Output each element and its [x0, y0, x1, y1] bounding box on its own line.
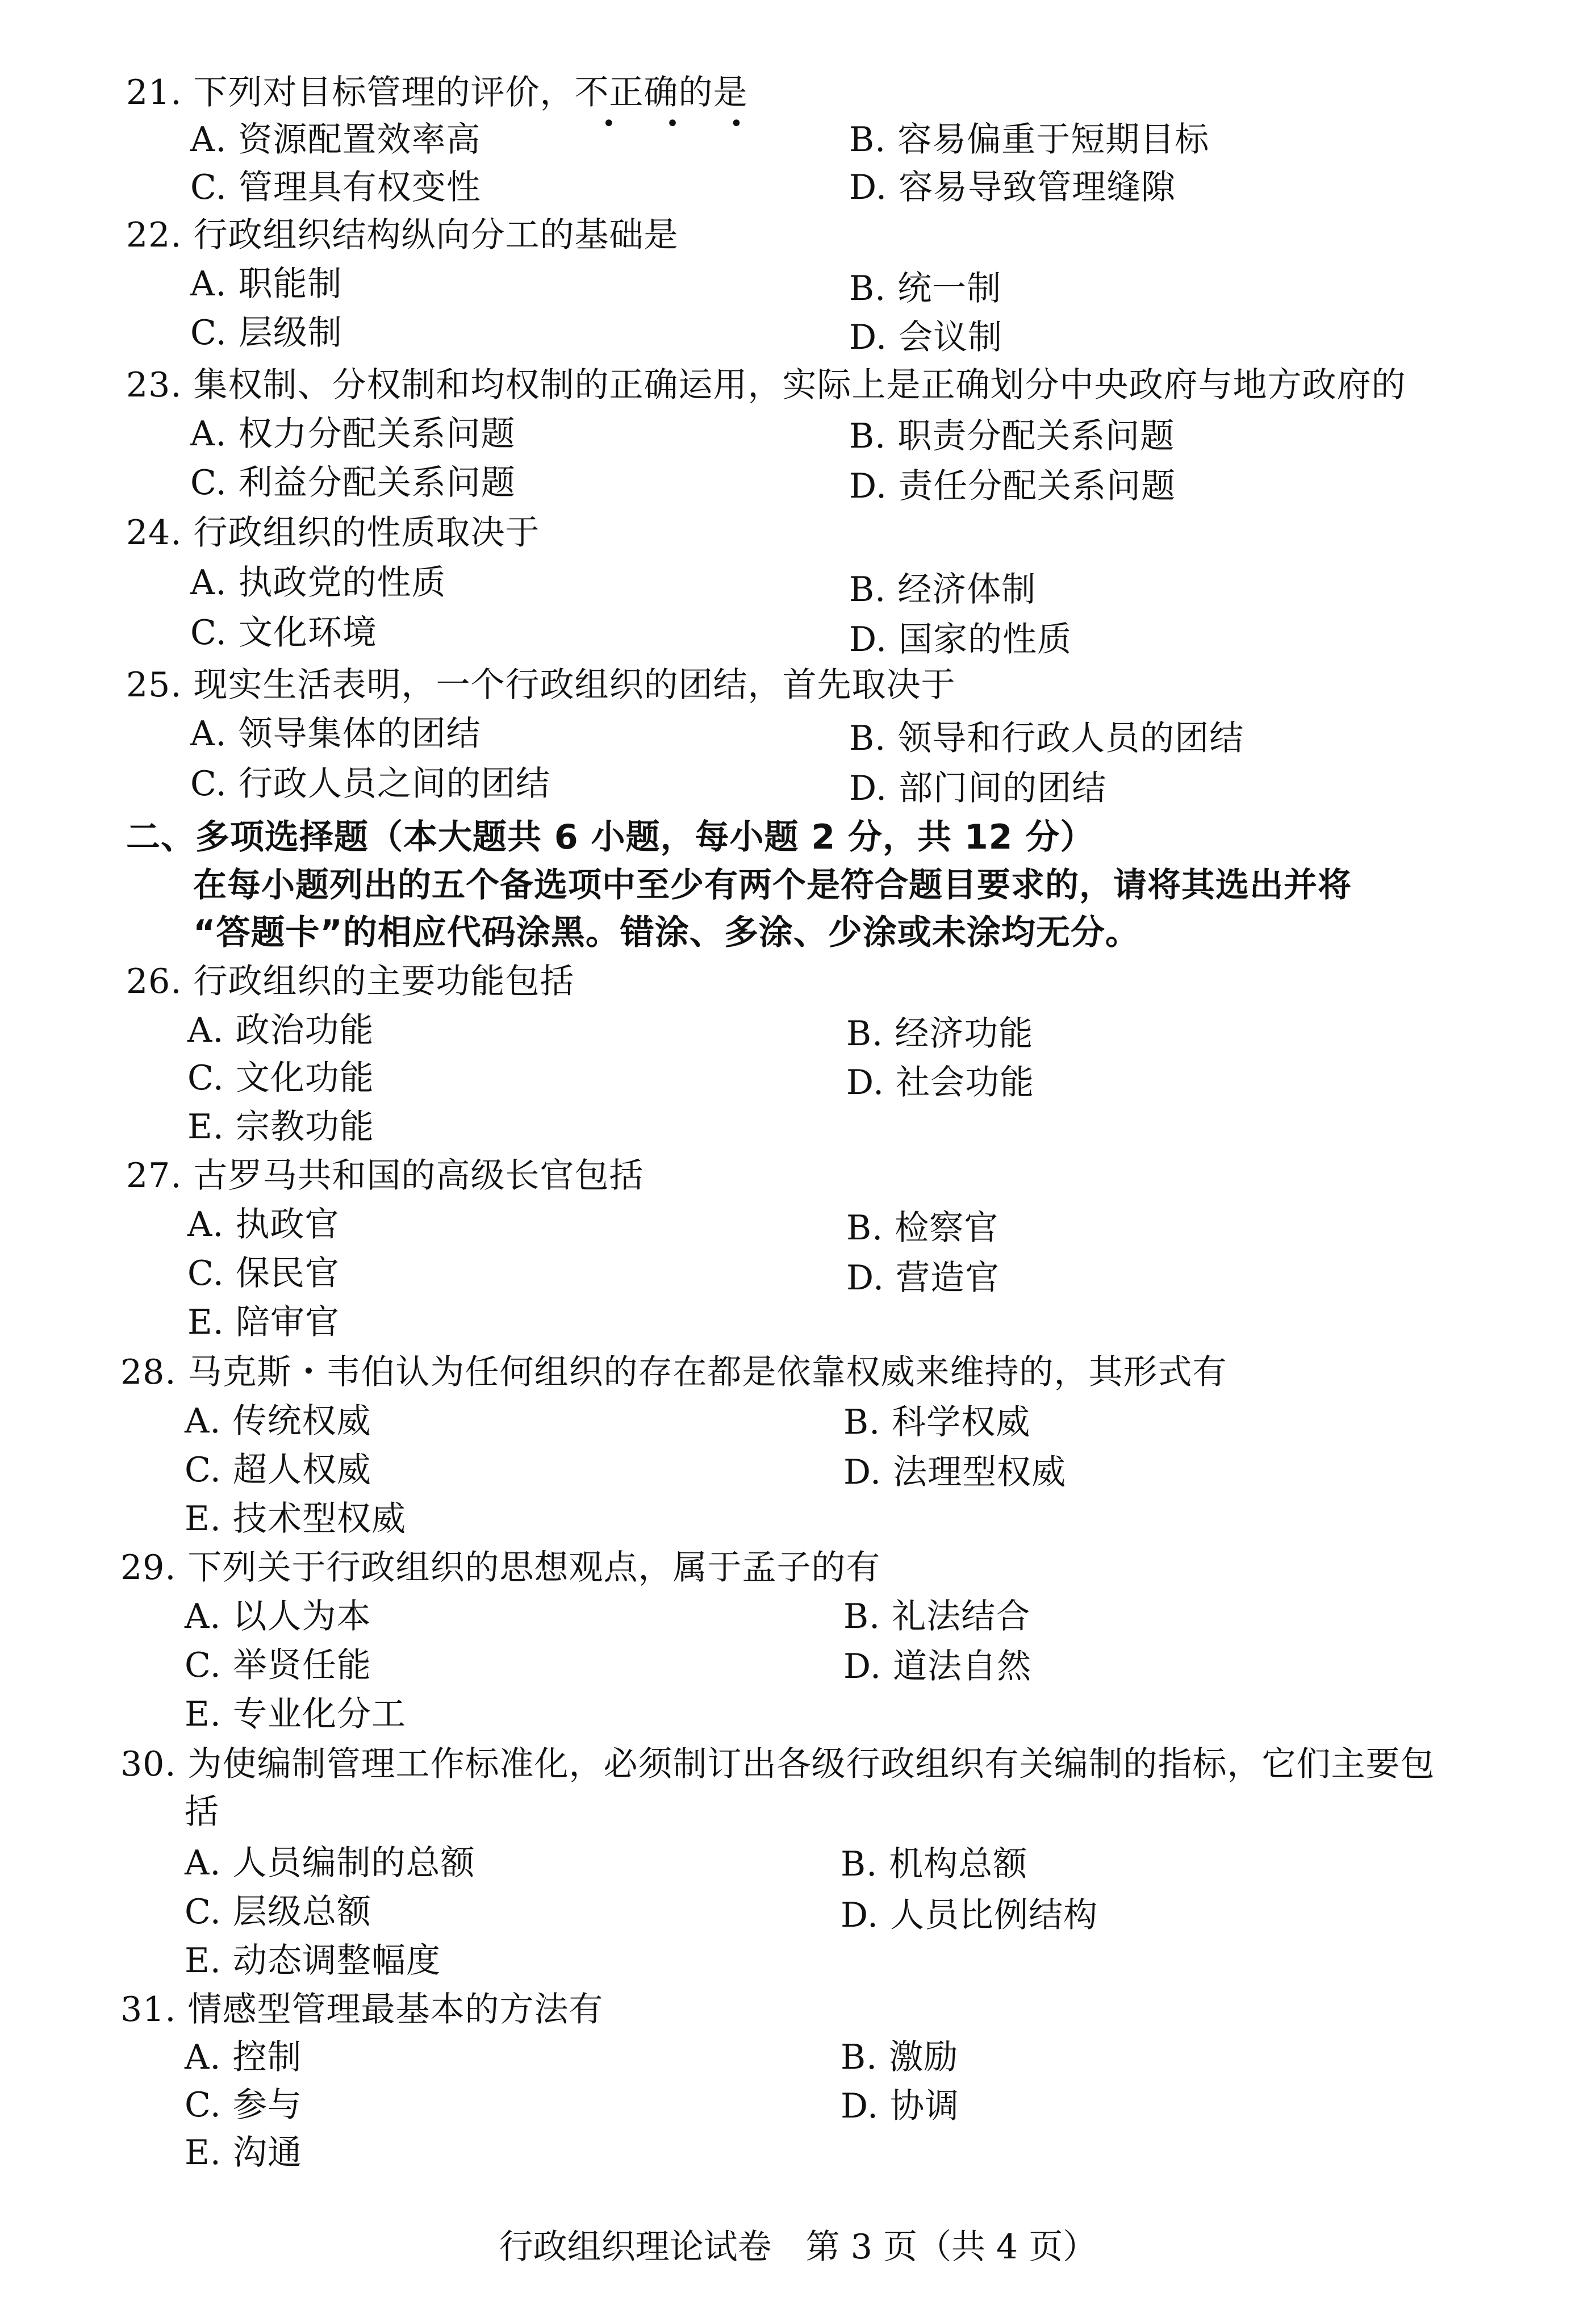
question-30-stem: 30. 为使编制管理工作标准化，必须制订出各级行政组织有关编制的指标，它们主要包 [120, 1744, 1435, 1784]
q29-option-c: C. 举贤任能 [185, 1646, 371, 1685]
question-26-stem: 26. 行政组织的主要功能包括 [126, 962, 575, 1001]
q27-option-e: E. 陪审官 [187, 1302, 340, 1342]
q25-option-a: A. 领导集体的团结 [190, 714, 481, 754]
q26-option-e: E. 宗教功能 [187, 1107, 374, 1147]
section-2-instruction-2: “答题卡”的相应代码涂黑。错涂、多涂、少涂或未涂均无分。 [193, 913, 1140, 953]
question-31-stem: 31. 情感型管理最基本的方法有 [120, 1990, 604, 2029]
q30-option-d: D. 人员比例结构 [841, 1895, 1098, 1935]
q30-option-c: C. 层级总额 [185, 1892, 371, 1932]
question-23-stem: 23. 集权制、分权制和均权制的正确运用，实际上是正确划分中央政府与地方政府的 [126, 365, 1406, 405]
question-24-stem: 24. 行政组织的性质取决于 [126, 513, 540, 553]
q31-option-a: A. 控制 [185, 2037, 302, 2077]
q21-option-b: B. 容易偏重于短期目标 [849, 120, 1210, 160]
q22-option-c: C. 层级制 [190, 313, 342, 353]
q23-option-b: B. 职责分配关系问题 [849, 416, 1175, 456]
q24-option-c: C. 文化环境 [190, 613, 377, 653]
q28-option-e: E. 技术型权威 [185, 1499, 406, 1539]
q31-option-e: E. 沟通 [185, 2133, 302, 2173]
q28-option-a: A. 传统权威 [185, 1401, 371, 1441]
q26-option-a: A. 政治功能 [187, 1010, 374, 1050]
q22-option-a: A. 职能制 [190, 264, 342, 304]
q25-option-c: C. 行政人员之间的团结 [190, 764, 550, 804]
question-28-stem: 28. 马克斯・韦伯认为任何组织的存在都是依靠权威来维持的，其形式有 [120, 1352, 1227, 1392]
q28-option-d: D. 法理型权威 [843, 1452, 1067, 1492]
q31-option-d: D. 协调 [841, 2086, 960, 2126]
q21-option-d: D. 容易导致管理缝隙 [849, 168, 1176, 207]
q24-option-d: D. 国家的性质 [849, 620, 1072, 659]
section-2-title: 二、多项选择题（本大题共 6 小题，每小题 2 分，共 12 分） [126, 817, 1095, 857]
q27-option-c: C. 保民官 [187, 1254, 340, 1293]
q28-option-c: C. 超人权威 [185, 1450, 371, 1490]
q29-option-a: A. 以人为本 [185, 1597, 371, 1636]
q22-option-d: D. 会议制 [849, 318, 1003, 357]
q30-option-a: A. 人员编制的总额 [185, 1843, 475, 1883]
q26-option-c: C. 文化功能 [187, 1058, 374, 1098]
q30-option-b: B. 机构总额 [841, 1844, 1028, 1884]
q24-option-a: A. 执政党的性质 [190, 563, 446, 603]
q27-option-d: D. 营造官 [846, 1258, 1000, 1298]
q22-option-b: B. 统一制 [849, 269, 1002, 308]
q21-option-c: C. 管理具有权变性 [190, 168, 481, 207]
q31-option-c: C. 参与 [185, 2085, 302, 2125]
q23-option-c: C. 利益分配关系问题 [190, 463, 516, 503]
q27-option-a: A. 执政官 [187, 1205, 340, 1244]
question-25-stem: 25. 现实生活表明，一个行政组织的团结，首先取决于 [126, 665, 956, 705]
q29-option-b: B. 礼法结合 [843, 1597, 1031, 1636]
q28-option-b: B. 科学权威 [843, 1402, 1031, 1442]
q24-option-b: B. 经济体制 [849, 570, 1037, 609]
question-27-stem: 27. 古罗马共和国的高级长官包括 [126, 1156, 644, 1196]
q31-option-b: B. 激励 [841, 2037, 959, 2077]
q26-option-d: D. 社会功能 [846, 1063, 1035, 1102]
q25-option-d: D. 部门间的团结 [849, 769, 1107, 808]
q27-option-b: B. 检察官 [846, 1208, 999, 1248]
emphasis-dots: • • • [602, 111, 765, 137]
q30-option-e: E. 动态调整幅度 [185, 1941, 441, 1981]
q29-option-d: D. 道法自然 [843, 1647, 1032, 1686]
page-footer: 行政组织理论试卷 第 3 页（共 4 页） [499, 2227, 1097, 2267]
q29-option-e: E. 专业化分工 [185, 1694, 406, 1734]
q23-option-a: A. 权力分配关系问题 [190, 414, 516, 454]
q26-option-b: B. 经济功能 [846, 1014, 1034, 1054]
question-30-stem-cont: 括 [185, 1792, 219, 1832]
question-21-stem: 21. 下列对目标管理的评价，不正确的是 [126, 73, 748, 112]
question-29-stem: 29. 下列关于行政组织的思想观点，属于孟子的有 [120, 1548, 881, 1588]
q25-option-b: B. 领导和行政人员的团结 [849, 719, 1244, 758]
q23-option-d: D. 责任分配关系问题 [849, 466, 1176, 506]
section-2-instruction-1: 在每小题列出的五个备选项中至少有两个是符合题目要求的，请将其选出并将 [193, 865, 1352, 904]
q21-option-a: A. 资源配置效率高 [190, 120, 481, 160]
question-22-stem: 22. 行政组织结构纵向分工的基础是 [126, 215, 679, 255]
